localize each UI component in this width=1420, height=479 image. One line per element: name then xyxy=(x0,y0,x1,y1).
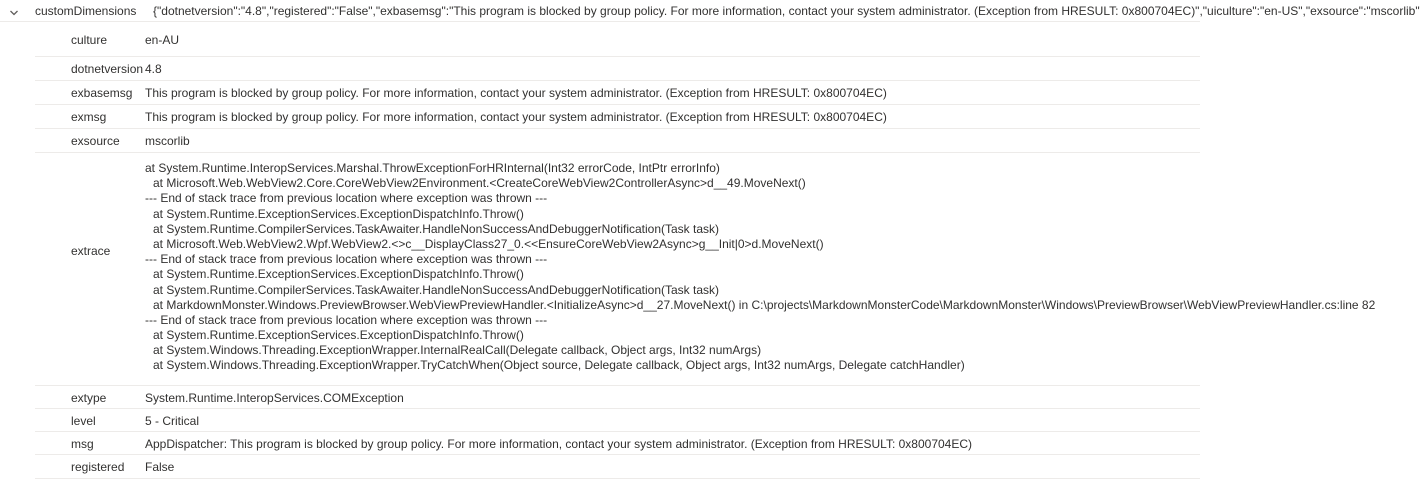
row-key: exmsg xyxy=(71,110,107,124)
stack-trace-line: at System.Runtime.ExceptionServices.ExceptionDispatchInfo.Throw() xyxy=(153,267,524,282)
row-extrace xyxy=(35,153,1376,386)
stack-trace-line: at Microsoft.Web.WebView2.Core.CoreWebView2Environment.<CreateCoreWebView2ControllerAsync>d__49.MoveNext() xyxy=(153,176,806,191)
row-value: mscorlib xyxy=(145,134,190,148)
row-key: extype xyxy=(71,391,107,405)
stack-trace-line: --- End of stack trace from previous location where exception was thrown --- xyxy=(145,252,548,267)
row-level xyxy=(35,409,1200,432)
stack-trace-line: at System.Runtime.ExceptionServices.ExceptionDispatchInfo.Throw() xyxy=(153,206,524,221)
row-value: 4.8 xyxy=(145,62,162,76)
row-msg xyxy=(35,432,1200,455)
row-value: 5 - Critical xyxy=(145,414,200,428)
stack-trace-line: at System.Runtime.ExceptionServices.ExceptionDispatchInfo.Throw() xyxy=(153,328,524,343)
row-culture xyxy=(35,22,1200,57)
chevron-down-icon[interactable] xyxy=(9,7,19,17)
row-key: exbasemsg xyxy=(71,86,133,100)
row-key: msg xyxy=(71,437,94,451)
row-exsource xyxy=(35,129,1200,153)
row-value: This program is blocked by group policy. For more information, contact your system administrator. (Exception from HRESULT: 0x800704EC) xyxy=(145,86,887,100)
row-exbasemsg xyxy=(35,81,1200,105)
row-key: level xyxy=(71,414,96,428)
row-key: exsource xyxy=(71,134,120,148)
stack-trace-line: at System.Runtime.CompilerServices.TaskAwaiter.HandleNonSuccessAndDebuggerNotification(Task task) xyxy=(153,282,720,297)
stack-trace-line: --- End of stack trace from previous location where exception was thrown --- xyxy=(145,312,548,327)
stack-trace-line: at System.Windows.Threading.ExceptionWrapper.TryCatchWhen(Object source, Delegate callback, Object args, Int32 numArgs, Delegate catchHandler) xyxy=(153,358,965,373)
stack-trace-line: --- End of stack trace from previous location where exception was thrown --- xyxy=(145,191,548,206)
stack-trace-line: at System.Runtime.CompilerServices.TaskAwaiter.HandleNonSuccessAndDebuggerNotification(Task task) xyxy=(153,221,720,236)
row-key: registered xyxy=(71,460,125,474)
row-value: en-AU xyxy=(145,33,180,47)
row-registered xyxy=(35,455,1200,479)
stack-trace-line: at MarkdownMonster.Windows.PreviewBrowser.WebViewPreviewHandler.<InitializeAsync>d__27.MoveNext() in C:\projects\MarkdownMonsterCode\MarkdownMonster\Windows\PreviewBrowser\WebViewPreviewHandler.cs:line 82 xyxy=(153,297,1376,312)
row-key: dotnetversion xyxy=(71,62,144,76)
row-key: extrace xyxy=(71,244,111,258)
stack-trace-line: at System.Windows.Threading.ExceptionWrapper.InternalRealCall(Delegate callback, Object args, Int32 numArgs) xyxy=(153,343,762,358)
row-value: This program is blocked by group policy. For more information, contact your system administrator. (Exception from HRESULT: 0x800704EC) xyxy=(145,110,887,124)
stack-trace-line: at System.Runtime.InteropServices.Marshal.ThrowExceptionForHRInternal(Int32 errorCode, IntPtr errorInfo) xyxy=(145,161,720,175)
row-value: False xyxy=(145,460,175,474)
row-key: culture xyxy=(71,33,108,47)
custom-dimensions-summary: {"dotnetversion":"4.8","registered":"False","exbasemsg":"This program is blocked by group policy. For more information, contact your system administrator. (Exception from HRESULT: 0x800704EC)","uiculture":"en-US","exsource":"mscorlib" xyxy=(153,4,1420,18)
stack-trace xyxy=(145,161,1375,374)
row-exmsg xyxy=(35,105,1200,129)
row-extype xyxy=(35,386,1200,409)
row-value: AppDispatcher: This program is blocked by group policy. For more information, contact your system administrator. (Exception from HRESULT: 0x800704EC) xyxy=(145,437,973,451)
custom-dimensions-key: customDimensions xyxy=(35,4,137,18)
custom-dimensions-row[interactable] xyxy=(0,0,1420,22)
row-value: System.Runtime.InteropServices.COMException xyxy=(145,391,404,405)
row-dotnetversion xyxy=(35,57,1200,81)
stack-trace-line: at Microsoft.Web.WebView2.Wpf.WebView2.<>c__DisplayClass27_0.<<EnsureCoreWebView2Async>g__Init|0>d.MoveNext() xyxy=(153,236,824,251)
